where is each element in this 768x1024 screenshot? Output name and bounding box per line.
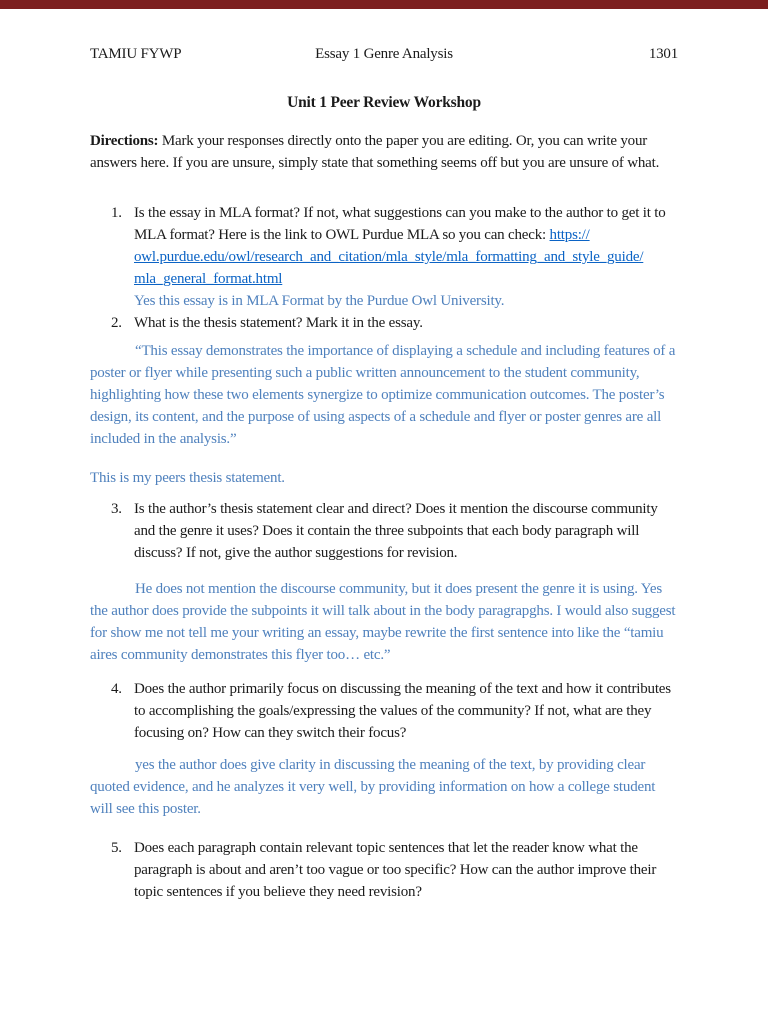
page-title: Unit 1 Peer Review Workshop [287, 94, 481, 111]
question-1-answer: Yes this essay is in MLA Format by the Purdue Owl University. [134, 293, 505, 309]
header-course-number: 1301 [648, 46, 679, 62]
thesis-note: This is my peers thesis statement. [90, 470, 285, 486]
question-1-text: Is the essay in MLA format? If not, what suggestions can you make to the author to get it to MLA format? Here is the link to OWL Purdue MLA so you can check: [134, 205, 666, 243]
question-item-3 [90, 498, 678, 564]
question-item-5 [90, 837, 678, 903]
question-item-1 [90, 202, 678, 312]
question-item-2 [90, 312, 678, 334]
header-course-program: TAMIU FYWP [90, 46, 182, 62]
question-3-number: 3. [111, 501, 122, 517]
question-2-number: 2. [111, 315, 122, 331]
directions-text: Mark your responses directly onto the paper you are editing. Or, you can write your answers here. If you are unsure, simply state that something seems off but you are unsure of what. [90, 133, 660, 171]
question-3-text: Is the author’s thesis statement clear and direct? Does it mention the discourse community and the genre it uses? Does it contain the three subpoints that each body paragraph will discuss? If not, give the author suggestions for revision. [134, 501, 658, 561]
question-3-answer: He does not mention the discourse community, but it does present the genre it is using. Yes the author does provide the subpoints it will talk about in the body paragrapghs. I would also suggest for show me not tell me your writing an essay, maybe rewrite the first sentence into like the “tamiu aires community demonstrates this flyer too… etc.” [90, 581, 676, 663]
question-4-number: 4. [111, 681, 122, 697]
owl-purdue-link-line-3: mla_general_format.html [134, 271, 283, 287]
owl-purdue-link-line-1: https:// [549, 227, 590, 243]
running-header [90, 44, 678, 64]
owl-purdue-link-line-2: owl.purdue.edu/owl/research_and_citation/mla_style/mla_formatting_and_style_guide/ [134, 249, 644, 265]
page-content [0, 44, 768, 903]
viewer-chrome-bar [0, 0, 768, 9]
header-essay-title: Essay 1 Genre Analysis [315, 46, 453, 62]
question-item-4 [90, 678, 678, 744]
question-4-answer: yes the author does give clarity in discussing the meaning of the text, by providing clear quoted evidence, and he analyzes it very well, by providing information on how a college student will see this poster. [90, 757, 656, 817]
question-4-text: Does the author primarily focus on discussing the meaning of the text and how it contributes to accomplishing the goals/expressing the values of the community? If not, what are they focusing on? How can they switch their focus? [134, 681, 671, 741]
question-1-number: 1. [111, 205, 122, 221]
directions-paragraph [90, 130, 678, 174]
directions-label: Directions: [90, 133, 159, 149]
thesis-quote-paragraph: “This essay demonstrates the importance of displaying a schedule and including features of a poster or flyer while presenting such a public written announcement to the student community, highlighting how these two elements synergize to optimize communication outcomes. The poster’s design, its content, and the purpose of using aspects of a schedule and flyer or poster genres are all included in the analysis.” [90, 343, 676, 447]
question-5-number: 5. [111, 840, 122, 856]
question-5-text: Does each paragraph contain relevant topic sentences that let the reader know what the paragraph is about and aren’t too vague or too specific? How can the author improve their topic sentences if you believe they need revision? [134, 840, 657, 900]
question-2-text: What is the thesis statement? Mark it in the essay. [134, 315, 423, 331]
